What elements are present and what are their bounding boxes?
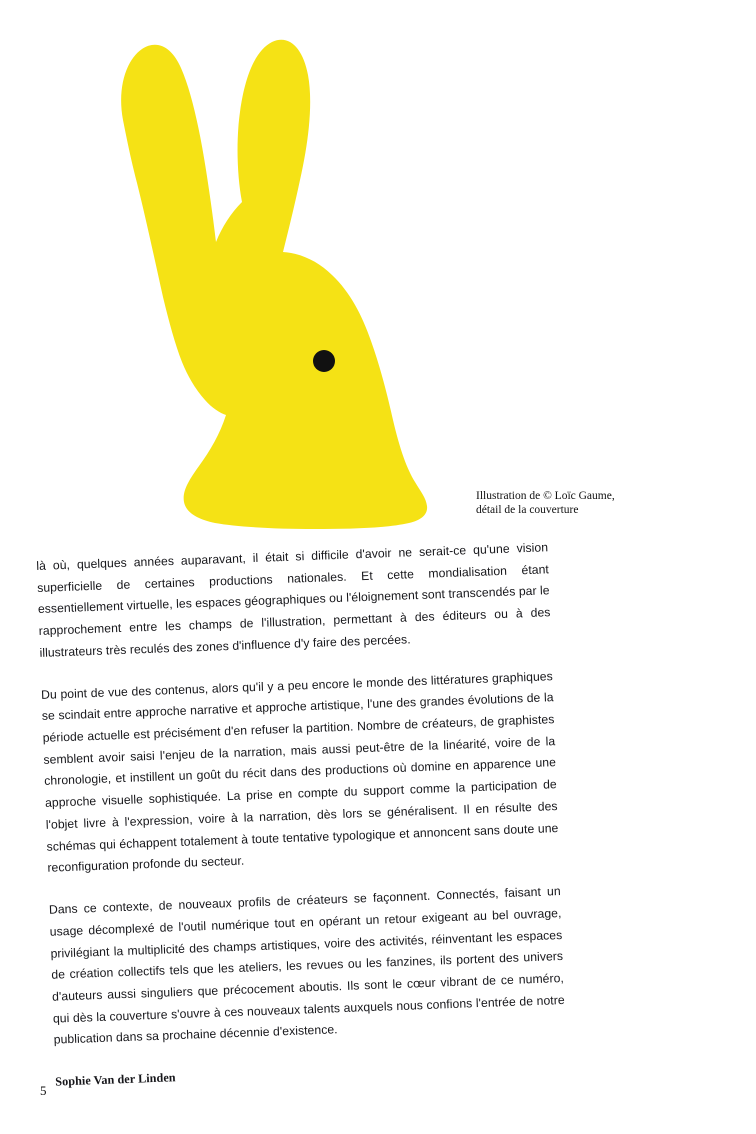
article-paragraph-2: Du point de vue des contenus, alors qu'il y a peu encore le monde des littératures graphiques se scindait entre approche narrative et approche artistique, l'une des grandes évolutions de la période actuelle est précisément d'en refuser la partition. Nombre de créateurs, de graphistes semblent avoir saisi l'enjeu de la narration, mais aussi peut-être de la linéarité, voire de la chronologie, et instillent un goût du récit dans des productions où domine en apparence une approche visuelle sophistiquée. La prise en compte du support comme la participation de l'objet livre à l'expression, voire à la narration, dès lors se généralisent. Il en résulte des schémas qui échappent totalement à toute tentative typologique et annoncent sans doute une reconfiguration profonde du secteur.	[40, 668, 559, 876]
article-paragraph-1: là où, quelques années auparavant, il était si difficile d'avoir ne serait-ce qu'une vision superficielle de certaines productions nationales. Et cette mondialisation étant essentiellement virtuelle, les espaces géographiques ou l'éloignement sont transcendés par le rapprochement entre les champs de l'illustration, permettant à des éditeurs ou à des illustrateurs très reculés des zones d'influence d'y faire des percées.	[36, 540, 551, 660]
caption-line-2: détail de la couverture	[476, 504, 579, 517]
illustration-caption	[476, 489, 686, 518]
article-body	[36, 537, 568, 1097]
author-signature: Sophie Van der Linden	[55, 1070, 176, 1089]
caption-line-1: Illustration de © Loïc Gaume,	[476, 490, 615, 502]
article-paragraph-3: Dans ce contexte, de nouveaux profils de créateurs se façonnent. Connectés, faisant un usage décomplexé de l'outil numérique tout en opérant un retour exigeant au bel ouvrage, privilégiant la multiplicité des champs artistiques, voire des activités, réinventant les espaces de création collectifs tels que les ateliers, les revues ou les fanzines, ils portent des univers d'auteurs aussi singuliers que précocement aboutis. Ils sont le cœur vibrant de ce numéro, qui dès la couverture s'ouvre à ces nouveaux talents auxquels nous confions l'entrée de notre publication dans sa prochaine décennie d'existence.	[48, 884, 565, 1048]
rabbit-silhouette-shape	[121, 40, 427, 529]
rabbit-head-illustration	[60, 20, 480, 550]
rabbit-eye-icon	[313, 350, 335, 372]
rabbit-body-path	[121, 40, 427, 529]
page-number: 5	[40, 1083, 47, 1098]
